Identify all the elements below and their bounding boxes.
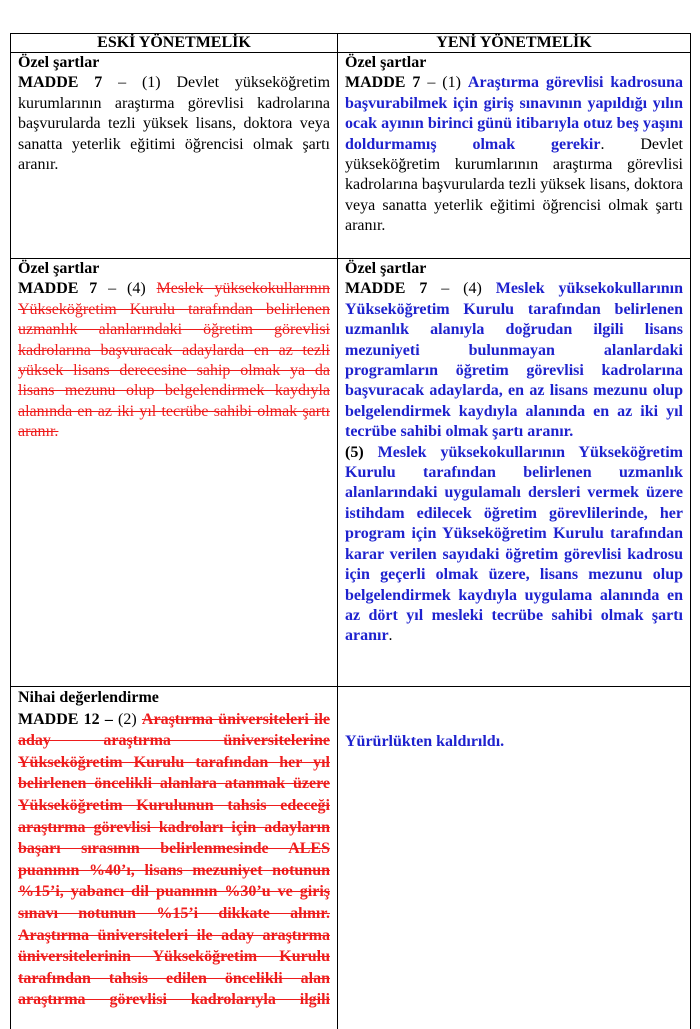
row1-old-cell bbox=[11, 53, 338, 259]
added-text: Meslek yüksekokullarının Yükseköğretim Kurulu tarafından belirlenen uzmanlık alanıyla doğrudan ilgili lisans mezuniyeti bulunmayan alanlardaki programların öğretim görevlisi kadrolarına başvuracak adaylarda, en az lisans mezunu olup belgelendirmek kaydıyla alanında en az iki yıl tecrübe sahibi olmak şartı aranır. bbox=[345, 280, 683, 441]
row3-old-heading: Nihai değerlendirme bbox=[18, 689, 159, 706]
clause-number: – (1) bbox=[420, 74, 468, 92]
article-number: MADDE 7 bbox=[345, 74, 421, 92]
article-number: MADDE 7 bbox=[345, 280, 428, 298]
row1-new-article bbox=[345, 73, 683, 236]
removed-text: Meslek yüksekokullarının Yükseköğretim Kurulu tarafından belirlenen uzmanlık alanlarındaki öğretim görevlisi kadrolarına başvuracak adaylarda en az tezli yüksek lisans derecesine sahip olmak ya da lisans mezunu olup belgelendirmek kaydıyla alanında en az iki yıl tecrübe sahibi olmak şartı aranır. bbox=[18, 280, 331, 441]
clause-number: – (1) bbox=[102, 74, 177, 92]
paragraph-number: (5) bbox=[345, 443, 364, 461]
article-number: MADDE 7 bbox=[18, 74, 103, 92]
row2-new-heading: Özel şartlar bbox=[345, 260, 427, 277]
regulation-comparison-table bbox=[10, 33, 691, 1029]
row2-new-cell bbox=[338, 259, 691, 687]
added-text: Meslek yüksekokullarının Yükseköğretim Kurulu tarafından belirlenen uzmanlık alanlarındaki uygulamalı dersleri vermek üzere istihdam edilecek öğretim görevlilerinde, her program için Yükseköğretim Kurulu tarafından karar verilen sayıdaki öğretim görevlisi kadrosu için geçerli olmak üzere, lisans mezunu olup belgelendirmek kaydıyla uygulama alanında en az dört yıl mesleki tecrübe sahibi olmak şartı aranır bbox=[345, 443, 684, 645]
clause-number: – (4) bbox=[427, 280, 496, 298]
row3-new-article bbox=[345, 731, 683, 753]
clause-number: – (4) bbox=[97, 280, 157, 298]
row1-new-heading: Özel şartlar bbox=[345, 54, 427, 71]
removed-text: Araştırma üniversiteleri ile aday araştırma üniversitelerine Yükseköğretim Kurulu tarafından her yıl belirlenen öncelikli alanlara atanmak üzere Yükseköğretim Kurulunun tahsis edeceği araştırma görevlisi kadroları için adayların başarı sırasının belirlenmesinde ALES puanının %40’ı, lisans mezuniyet notunun %15’i, yabancı dil puanının %30’u ve giriş sınavı notunun %15’i dikkate alınır. Araştırma üniversiteleri ile aday araştırma üniversitelerinin Yükseköğretim Kurulu tarafından tahsis edilen öncelikli alan araştırma görevlisi kadrolarıyla ilgili bbox=[18, 710, 331, 1009]
article-number: MADDE 7 bbox=[18, 280, 98, 298]
article-number: MADDE 12 – bbox=[18, 710, 113, 728]
paragraph-end: . bbox=[388, 627, 393, 645]
row1-new-cell bbox=[338, 53, 691, 259]
row2-old-heading: Özel şartlar bbox=[18, 260, 100, 277]
row3-new-cell bbox=[338, 687, 691, 1029]
row2-old-cell bbox=[11, 259, 338, 687]
article-text: . Devlet yükseköğretim kurumlarının araştırma görevlisi kadrolarına başvurularda tezli yüksek lisans, doktora veya sanatta yeterlik eğitimi öğrencisi olmak şartı aranır. bbox=[345, 135, 683, 235]
repealed-text: Yürürlükten kaldırıldı. bbox=[345, 733, 505, 750]
row3-old-article bbox=[18, 709, 330, 1011]
header-new-regulation bbox=[338, 34, 691, 53]
header-old-label: ESKİ YÖNETMELİK bbox=[97, 34, 251, 51]
row1-old-article bbox=[18, 73, 330, 175]
row1-old-heading: Özel şartlar bbox=[18, 54, 100, 71]
row2-old-article bbox=[18, 279, 330, 442]
row2-new-article bbox=[345, 279, 683, 442]
added-text: Araştırma görevlisi kadrosuna başvurabilmek için giriş sınavının yapıldığı yılın ocak ayının birinci günü itibarıyla otuz beş yaşını doldurmamış olmak gerekir bbox=[345, 74, 684, 153]
article-text: Devlet yükseköğretim kurumlarının araştırma görevlisi kadrolarına başvurularda tezli yüksek lisans, doktora veya sanatta yeterlik eğitimi öğrencisi olmak şartı aranır. bbox=[18, 74, 331, 174]
row2-new-paragraph-5 bbox=[345, 443, 683, 647]
header-old-regulation bbox=[11, 34, 338, 53]
row3-old-cell bbox=[11, 687, 338, 1029]
header-new-label: YENİ YÖNETMELİK bbox=[436, 34, 592, 51]
clause-number: (2) bbox=[112, 710, 142, 728]
